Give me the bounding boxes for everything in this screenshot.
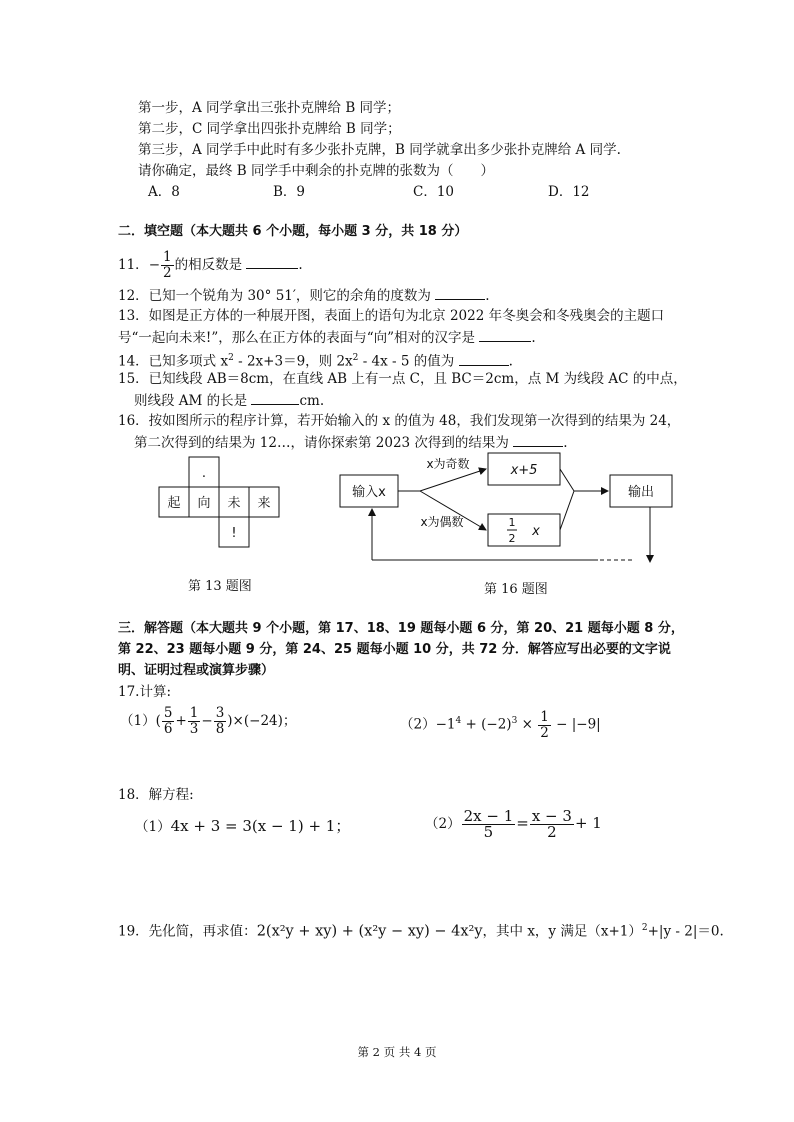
cube-cell-wei: 未 xyxy=(227,496,241,511)
cube-net-figure xyxy=(155,455,285,555)
option-c: C．10 xyxy=(413,184,455,200)
question-17-part-1 xyxy=(120,704,296,738)
q14-end: . xyxy=(508,353,513,370)
q17-2-f-num: 1 xyxy=(540,708,549,725)
option-d: D．12 xyxy=(548,184,590,200)
q17-1-open: ( xyxy=(155,713,161,729)
q11-number: 11． xyxy=(118,257,149,273)
question-18-part-1 xyxy=(135,812,350,841)
q18-2-right-frac xyxy=(530,809,574,840)
even-operation-x: x xyxy=(532,524,540,539)
q18-2-equals: = xyxy=(516,814,529,832)
q17-1-plus: + xyxy=(175,713,187,729)
odd-branch-label: x为奇数 xyxy=(426,457,470,471)
q19-pre: 19．先化简，再求值： xyxy=(118,923,257,940)
q19-post: +|y - 2|＝0. xyxy=(647,923,724,940)
q11-text: 的相反数是 xyxy=(174,257,243,273)
q18-2-left-frac xyxy=(462,809,516,840)
q14-pre: 14．已知多项式 x xyxy=(118,353,229,370)
q17-1-label: （1） xyxy=(120,713,156,729)
q17-2-mid: + (−2) xyxy=(461,716,512,733)
question-13-line-1: 13．如图是正方体的一种展开图，表面上的语句为北京 2022 年冬奥会和冬残奥会的主题口 xyxy=(118,308,665,324)
step-3-text: 第三步，A 同学手中此时有多少张扑克牌，B 同学就拿出多少张扑克牌给 A 同学. xyxy=(138,142,621,158)
q15-text: 则线段 AM 的长是 xyxy=(134,393,248,409)
question-15-line-1: 15．已知线段 AB＝8cm，在直线 AB 上有一点 C，且 BC＝2cm，点 M 为线段 AC 的中点， xyxy=(118,371,687,387)
q18-1-equation: 4x + 3 = 3(x − 1) + 1； xyxy=(170,817,351,835)
q17-2-times: × xyxy=(517,716,538,733)
q17-1-c-den: 8 xyxy=(215,721,225,737)
even-frac-num: 1 xyxy=(508,516,516,529)
q16-answer-blank[interactable] xyxy=(513,432,563,447)
question-14 xyxy=(118,348,513,372)
step-2-text: 第二步，C 同学拿出四张扑克牌给 B 同学； xyxy=(138,121,401,137)
cube-cell-lai: 来 xyxy=(257,496,271,511)
q18-2-l-den: 5 xyxy=(483,823,494,841)
q14-mid: - 2x+3＝9，则 2x xyxy=(233,353,353,370)
cube-cell-xiang: 向 xyxy=(197,496,211,511)
q17-1-frac-a xyxy=(162,706,175,737)
q19-expression: 2(x²y + xy) + (x²y − xy) − 4x²y xyxy=(256,923,483,940)
even-branch-label: x为偶数 xyxy=(420,515,464,529)
page-footer: 第 2 页 共 4 页 xyxy=(357,1045,437,1059)
q17-2-f-den: 2 xyxy=(540,724,549,741)
question-11 xyxy=(118,249,303,281)
q16-text: 第二次得到的结果为 12…，请你探索第 2023 次得到的结果为 xyxy=(134,435,509,451)
q12-answer-blank[interactable] xyxy=(435,285,485,300)
flowchart-figure xyxy=(330,450,690,570)
section-3-heading-line-1: 三．解答题（本大题共 9 个小题，第 17、18、19 题每小题 6 分，第 20、21 题每小题 8 分， xyxy=(118,621,684,636)
question-16-line-1: 16．按如图所示的程序计算，若开始输入的 x 的值为 48，我们发现第一次得到的结果为 24， xyxy=(118,413,681,429)
q17-2-sup1: 4 xyxy=(455,716,462,726)
cube-cell-exclaim: ! xyxy=(231,526,237,541)
q19-mid: ，其中 x，y 满足（x+1） xyxy=(482,923,642,940)
q17-1-b-num: 1 xyxy=(189,705,199,721)
question-13-line-2 xyxy=(118,327,536,348)
question-text: 请你确定，最终 B 同学手中剩余的扑克牌的张数为（ ） xyxy=(138,163,495,179)
cube-cell-qi: 起 xyxy=(167,496,181,511)
q14-answer-blank[interactable] xyxy=(459,351,509,366)
question-17-title: 17.计算: xyxy=(118,684,172,700)
q19-sup: 2 xyxy=(641,923,648,933)
q17-1-frac-b xyxy=(188,706,201,737)
q18-1-label: （1） xyxy=(135,819,171,835)
q18-2-r-num: x − 3 xyxy=(531,807,572,825)
question-18-title: 18．解方程: xyxy=(118,787,194,803)
q14-sup2: 2 xyxy=(352,353,359,363)
question-12 xyxy=(118,285,490,306)
question-18-part-2 xyxy=(425,805,602,842)
q18-2-post: + 1 xyxy=(574,814,602,832)
q17-2-sup2: 3 xyxy=(511,716,518,726)
odd-operation-label: x+5 xyxy=(510,463,538,478)
q18-2-label: （2） xyxy=(425,816,461,832)
q16-end: . xyxy=(563,435,568,451)
figure-13-caption: 第 13 题图 xyxy=(188,579,252,594)
option-a: A．8 xyxy=(148,184,180,200)
even-operation-box xyxy=(488,514,560,546)
q17-1-a-den: 6 xyxy=(163,721,173,737)
q14-post: - 4x - 5 的值为 xyxy=(358,353,455,370)
output-label: 输出 xyxy=(627,485,655,500)
even-frac-den: 2 xyxy=(508,532,516,545)
question-19 xyxy=(118,918,724,942)
q17-1-c-num: 3 xyxy=(215,705,225,721)
option-b: B．9 xyxy=(273,184,306,200)
q18-2-r-den: 2 xyxy=(547,823,557,841)
q12-text: 12．已知一个锐角为 30° 51′，则它的余角的度数为 xyxy=(118,288,431,304)
q17-2-post: − |−9| xyxy=(551,716,601,733)
q14-sup: 2 xyxy=(228,353,234,363)
q17-2-frac xyxy=(538,710,551,741)
q11-frac-den: 2 xyxy=(163,265,172,281)
q11-answer-blank[interactable] xyxy=(246,254,298,269)
cube-cell-dot: . xyxy=(201,466,207,481)
q17-2-pre: −1 xyxy=(435,716,456,733)
question-17-part-2 xyxy=(400,704,601,742)
q11-end: . xyxy=(298,257,303,273)
q13-end: . xyxy=(531,330,536,346)
q17-1-a-num: 5 xyxy=(163,705,173,721)
q17-1-b-den: 3 xyxy=(189,721,199,737)
q17-1-minus: − xyxy=(201,713,213,729)
q13-answer-blank[interactable] xyxy=(479,327,531,342)
figure-16-caption: 第 16 题图 xyxy=(484,582,548,597)
q17-1-close: )×(−24)； xyxy=(227,713,297,729)
step-1-text: 第一步，A 同学拿出三张扑克牌给 B 同学； xyxy=(138,100,401,116)
q11-minus: − xyxy=(148,257,160,273)
q13-text: 号“一起向未来!”，那么在正方体的表面与“向”相对的汉字是 xyxy=(118,330,476,346)
section-3-heading-line-3: 明、证明过程或演算步骤） xyxy=(118,663,275,678)
q15-answer-blank[interactable] xyxy=(251,390,299,405)
q18-2-l-num: 2x − 1 xyxy=(463,807,514,825)
input-label: 输入x xyxy=(352,485,386,500)
q11-fraction xyxy=(161,250,174,281)
q12-end: . xyxy=(485,288,490,304)
section-2-heading: 二．填空题（本大题共 6 个小题，每小题 3 分，共 18 分） xyxy=(118,224,468,239)
section-3-heading-line-2: 第 22、23 题每小题 9 分，第 24、25 题每小题 10 分，共 72 分．解答应写出必要的文字说 xyxy=(118,642,671,657)
question-15-line-2 xyxy=(134,390,324,411)
q17-1-frac-c xyxy=(214,706,227,737)
q15-unit: cm. xyxy=(299,393,325,409)
q11-frac-num: 1 xyxy=(163,249,172,265)
q17-2-label: （2） xyxy=(400,716,436,733)
